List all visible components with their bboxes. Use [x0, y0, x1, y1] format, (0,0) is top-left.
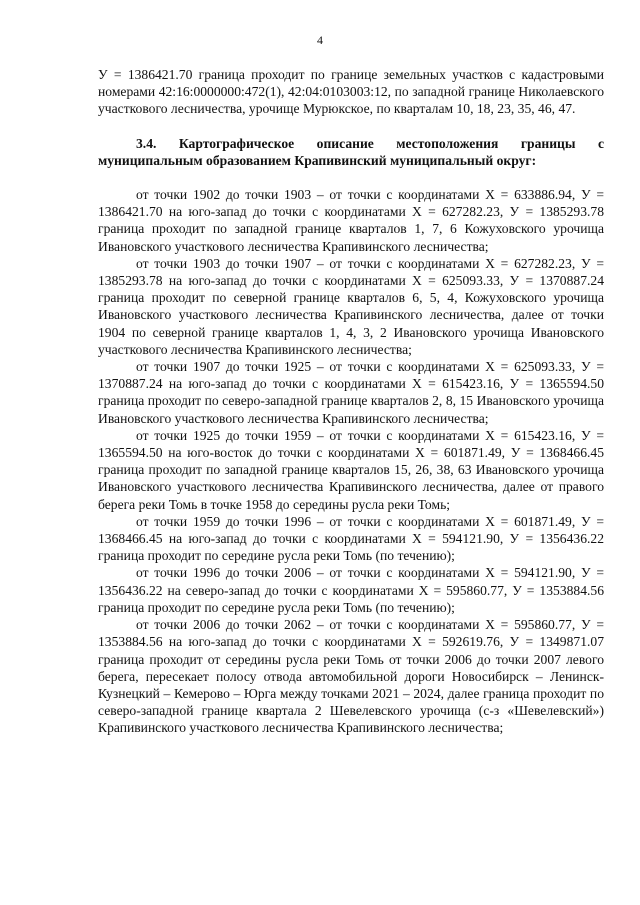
boundary-paragraph: от точки 1903 до точки 1907 – от точки с координатами Х = 627282.23, У = 1385293.78 на юго-запад до точки с координатами Х = 625093.33, У = 1370887.24 граница проходит по северной границе кварталов 6, 5, 4, Кожуховского урочища Ивановского участкового лесничества Крапивинского лесничества, далее от точки 1904 по северной границе кварталов 1, 4, 3, 2 Ивановского урочища Ивановского участкового лесничества Крапивинского лесничества; [98, 255, 604, 357]
page-number: 4 [317, 33, 323, 47]
boundary-paragraph: от точки 1996 до точки 2006 – от точки с координатами Х = 594121.90, У = 1356436.22 на северо-запад до точки с координатами Х = 595860.77, У = 1353884.56 граница проходит по середине русла реки Томь (по течению); [98, 565, 604, 615]
boundary-paragraph: от точки 1959 до точки 1996 – от точки с координатами Х = 601871.49, У = 1368466.45 на юго-запад до точки с координатами Х = 594121.90, У = 1356436.22 граница проходит по середине русла реки Томь (по течению); [98, 513, 604, 564]
document-body [98, 66, 604, 737]
boundary-paragraph: от точки 1925 до точки 1959 – от точки с координатами Х = 615423.16, У = 1365594.50 на юго-восток до точки с координатами Х = 601871.49, У = 1368466.45 граница проходит по западной границе кварталов 15, 26, 38, 63 Ивановского урочища Ивановского участкового лесничества Крапивинского лесничества, далее от правого берега реки Томь в точке 1958 до середины русла реки Томь; [98, 427, 604, 512]
boundary-paragraph: от точки 1902 до точки 1903 – от точки с координатами Х = 633886.94, У = 1386421.70 на юго-запад до точки с координатами Х = 627282.23, У = 1385293.78 граница проходит по западной границе кварталов 1, 7, 6 Кожуховского урочища Ивановского участкового лесничества Крапивинского лесничества; [98, 187, 604, 254]
boundary-paragraph: от точки 1907 до точки 1925 – от точки с координатами Х = 625093.33, У = 1370887.24 на юго-запад до точки с координатами Х = 615423.16, У = 1365594.50 граница проходит по северо-западной границе кварталов 2, 8, 15 Ивановского урочища Ивановского участкового лесничества Крапивинского лесничества; [98, 359, 604, 426]
intro-paragraph: У = 1386421.70 граница проходит по границе земельных участков с кадастровыми номерами 42:16:0000000:472(1), 42:04:0103003:12, по западной границе Николаевского участкового лесничества, урочище Мурюкское, по кварталам 10, 18, 23, 35, 46, 47. [98, 67, 604, 117]
section-heading: 3.4. Картографическое описание местоположения границы с муниципальным образованием Крапивинский муниципальный округ: [98, 135, 604, 168]
boundary-paragraph: от точки 2006 до точки 2062 – от точки с координатами Х = 595860.77, У = 1353884.56 на юго-запад до точки с координатами Х = 592619.76, У = 1349871.07 граница проходит от середины русла реки Томь от точки 2006 до точки 2007 левого берега, пересекает полосу отвода автомобильной дороги Новосибирск – Ленинск-Кузнецкий – Кемерово – Юрга между точками 2021 – 2024, далее граница проходит по северо-западной границе квартала 2 Шевелевского урочища (с-з «Шевелевский») Крапивинского участкового лесничества Крапивинского лесничества; [98, 617, 604, 736]
